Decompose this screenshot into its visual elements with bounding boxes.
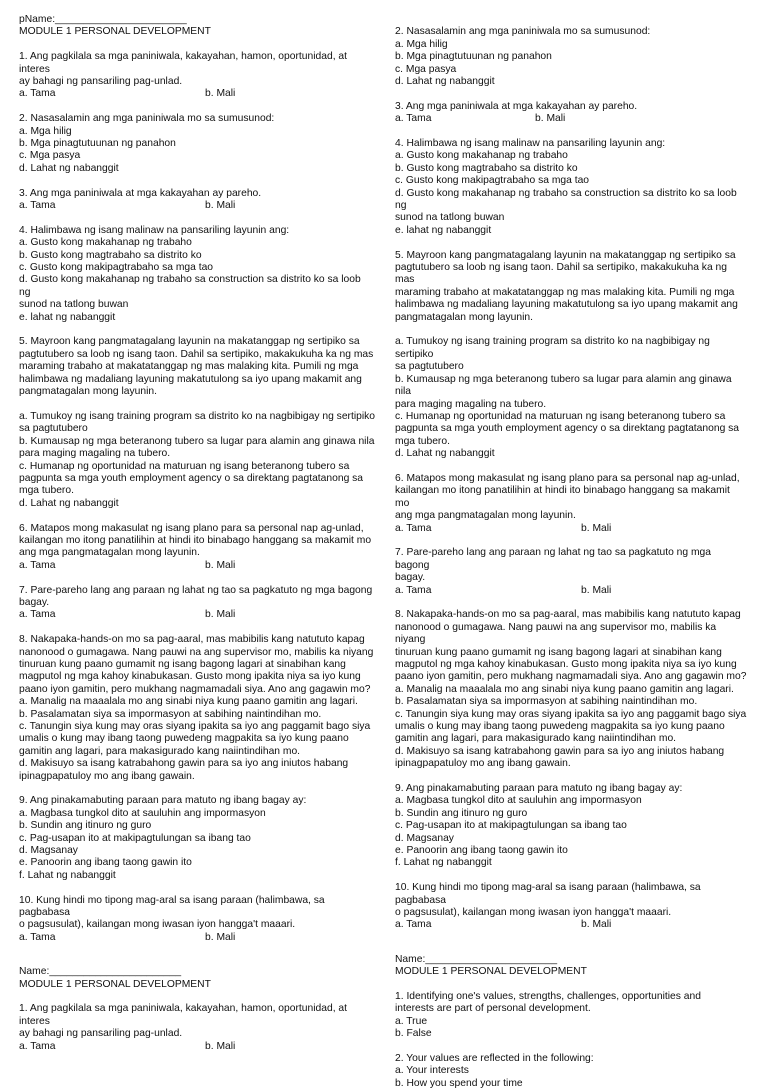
answer-a: a. Tama — [395, 522, 432, 534]
answer-b: b. Mali — [205, 559, 236, 571]
question-stem: ay bahagi ng pansariling pag-unlad. — [19, 76, 183, 88]
option: umalis o kung may ibang taong puwedeng magpakita sa iyo kung paano — [19, 733, 349, 745]
answer-b: b. Mali — [205, 1040, 236, 1052]
option: e. lahat ng nabanggit — [19, 311, 116, 323]
option: c. Mga pasya — [19, 150, 81, 162]
answer-b: b. Mali — [581, 919, 612, 931]
answer-row — [395, 113, 747, 125]
question-stem: 1. Ang pagkilala sa mga paniniwala, kakayahan, hamon, oportunidad, at interes — [19, 51, 348, 75]
answer-row — [395, 523, 747, 535]
question-stem: 5. Mayroon kang pangmatagalang layunin na makatanggap ng sertipiko sa — [395, 249, 736, 261]
option: a. Your interests — [395, 1065, 469, 1077]
question-stem: magputol ng mga kahoy kinabukasan. Gusto mong ipakita niya sa iyo kung — [395, 658, 737, 670]
name-line: pName:_______________________ — [19, 14, 187, 25]
option: d. Magsanay — [19, 845, 78, 856]
question-stem: paano iyon gamitin, pero mukhang nagmamadali siya. Ano ang gagawin mo? — [395, 671, 747, 683]
option: gamitin ang lagari, para makasigurado kang naiintindihan mo. — [395, 733, 677, 745]
option: a. Manalig na maaalala mo ang sinabi niya kung paano gamitin ang lagari. — [19, 696, 358, 708]
question-stem: 4. Halimbawa ng isang malinaw na pansariling layunin ang: — [395, 138, 666, 149]
english-question-2 — [395, 1053, 747, 1090]
option: para maging magaling na tubero. — [19, 448, 171, 460]
option: b. Sundin ang itinuro ng guro — [19, 820, 152, 832]
question-stem: 3. Ang mga paniniwala at mga kakayahan ay pareho. — [395, 100, 638, 112]
option: b. Pasalamatan siya sa impormasyon at sabihing naintindihan mo. — [395, 696, 698, 708]
option: d. Makisuyo sa isang katrabahong gawin para sa iyo ang iniutos habang — [395, 745, 725, 757]
option: pagpunta sa mga youth employment agency o sa direktang pagtatanong sa — [395, 423, 740, 435]
option: b. Kumausap ng mga beteranong tubero sa lugar para alamin ang ginawa nila — [19, 435, 375, 447]
question-stem: 9. Ang pinakamabuting paraan para matuto ng ibang bagay ay: — [19, 795, 307, 807]
question-stem: kailangan mo itong panatilihin at hindi ito binabago hanggang sa makamit mo — [19, 534, 372, 546]
option: sa pagtutubero — [19, 423, 88, 435]
question-4 — [19, 225, 375, 324]
answer-row — [395, 919, 747, 931]
question-stem: paano iyon gamitin, pero mukhang nagmamadali siya. Ano ang gagawin mo? — [19, 683, 371, 695]
answer-a: a. Tama — [19, 88, 56, 100]
option: a. Mga hilig — [395, 38, 448, 50]
answer-a: a. Tama — [395, 919, 432, 931]
question-stem: 8. Nakapaka-hands-on mo sa pag-aaral, mas mabibilis kang natututo kapag — [19, 634, 365, 646]
module-title: MODULE 1 PERSONAL DEVELOPMENT — [19, 26, 211, 38]
answer-row — [19, 560, 375, 572]
answer-a: a. Tama — [19, 1040, 56, 1052]
name-line: Name:_______________________ — [19, 966, 182, 978]
question-stem: 10. Kung hindi mo tipong mag-aral sa isang paraan (halimbawa, sa pagbabasa — [395, 882, 701, 906]
question-stem: bagay. — [395, 572, 426, 584]
option: c. Gusto kong makipagtrabaho sa mga tao — [19, 262, 214, 274]
option: c. Pag-usapan ito at makipagtulungan sa ibang tao — [395, 820, 627, 832]
option: a. Gusto kong makahanap ng trabaho — [19, 237, 192, 249]
option: pagpunta sa mga youth employment agency o sa direktang pagtatanong sa — [19, 472, 364, 484]
option: para maging magaling na tubero. — [395, 398, 547, 410]
option: a. True — [395, 1015, 428, 1027]
question-7 — [395, 547, 747, 597]
question-stem: 7. Pare-pareho lang ang paraan ng lahat ng tao sa pagkatuto ng mga bagong — [19, 584, 373, 596]
question-stem: 8. Nakapaka-hands-on mo sa pag-aaral, mas mabibilis kang natututo kapag — [395, 609, 741, 621]
question-stem: tinuruan kung paano gumamit ng isang bagong lagari at sinabihan kang — [395, 646, 722, 658]
option: d. Lahat ng nabanggit — [19, 162, 119, 174]
question-stem: 6. Matapos mong makasulat ng isang plano para sa personal nap ag-unlad, — [19, 522, 364, 534]
question-stem: magputol ng mga kahoy kinabukasan. Gusto mong ipakita niya sa iyo kung — [19, 671, 361, 683]
question-stem: nanonood o gumagawa. Nang pauwi na ang supervisor mo, mabilis ka niyang — [395, 621, 717, 646]
question-stem: nanonood o gumagawa. Nang pauwi na ang supervisor mo, mabilis ka niyang — [19, 646, 374, 658]
option: mga tubero. — [19, 485, 74, 497]
option: a. Mga hilig — [19, 125, 72, 137]
option: d. Lahat ng nabanggit — [395, 76, 495, 88]
answer-b: b. Mali — [205, 200, 236, 212]
question-stem: pangmatagalan mong layunin. — [395, 311, 533, 323]
question-stem: 2. Nasasalamin ang mga paniniwala mo sa sumusunod: — [19, 113, 275, 125]
question-3 — [395, 101, 747, 126]
option: c. Pag-usapan ito at makipagtulungan sa ibang tao — [19, 832, 251, 844]
answer-row — [19, 609, 375, 621]
question-stem: tinuruan kung paano gumamit ng isang bagong lagari at sinabihan kang — [19, 658, 346, 670]
question-stem: 7. Pare-pareho lang ang paraan ng lahat ng tao sa pagkatuto ng mga bagong — [395, 547, 712, 571]
option: b. How you spend your time — [395, 1077, 523, 1089]
option: b. Sundin ang itinuro ng guro — [395, 807, 528, 819]
answer-row — [19, 932, 375, 944]
question-stem: pangmatagalan mong layunin. — [19, 386, 157, 398]
question-2 — [19, 113, 375, 175]
question-9 — [19, 795, 375, 882]
option: e. Panoorin ang ibang taong gawin ito — [19, 857, 192, 869]
option: c. Mga pasya — [395, 63, 457, 75]
option: a. Tumukoy ng isang training program sa distrito ko na nagbibigay ng sertipiko — [19, 410, 376, 422]
answer-a: a. Tama — [395, 113, 432, 125]
question-stem: pagtutubero sa loob ng isang taon. Dahil sa sertipiko, makakukuha ka ng mas — [395, 262, 727, 286]
answer-b: b. Mali — [581, 522, 612, 534]
question-stem: 2. Nasasalamin ang mga paniniwala mo sa sumusunod: — [395, 26, 651, 38]
answer-b: b. Mali — [205, 609, 236, 621]
question-4 — [395, 138, 747, 237]
option: d. Gusto kong makahanap ng trabaho sa construction sa distrito ko sa loob ng — [19, 274, 361, 298]
question-stem: interests are part of personal development. — [395, 1003, 591, 1015]
option: b. Mga pinagtutuunan ng panahon — [19, 138, 176, 150]
option: a. Magbasa tungkol dito at sauluhin ang impormasyon — [395, 795, 642, 807]
question-stem: o pagsusulat), kailangan mong iwasan iyon hangga't maaari. — [19, 919, 296, 931]
question-8 — [395, 609, 747, 770]
question-stem: halimbawa ng madaliang layuning makatutulong sa iyo upang makamit ang — [19, 373, 362, 385]
question-stem: pagtutubero sa loob ng isang taon. Dahil sa sertipiko, makakukuha ka ng mas — [19, 348, 374, 360]
option: sunod na tatlong buwan — [19, 299, 129, 311]
question-stem: maraming trabaho at makatatanggap ng mas malaking kita. Pumili ng mga — [395, 286, 735, 298]
question-7 — [19, 585, 375, 622]
question-3 — [19, 188, 375, 213]
option: a. Manalig na maaalala mo ang sinabi niya kung paano gamitin ang lagari. — [395, 683, 734, 695]
question-stem: 6. Matapos mong makasulat ng isang plano para sa personal nap ag-unlad, — [395, 472, 740, 484]
option: a. Tumukoy ng isang training program sa distrito ko na nagbibigay ng sertipiko — [395, 336, 710, 360]
answer-a: a. Tama — [19, 609, 56, 621]
question-stem: 1. Identifying one's values, strengths, challenges, opportunities and — [395, 991, 701, 1003]
option: e. Panoorin ang ibang taong gawin ito — [395, 845, 568, 857]
answer-a: a. Tama — [19, 200, 56, 212]
option: b. False — [395, 1028, 432, 1040]
answer-row — [19, 200, 375, 212]
option: c. Humanap ng oportunidad na maturuan ng isang beteranong tubero sa — [395, 410, 726, 422]
answer-row — [19, 88, 375, 100]
question-6 — [19, 523, 375, 573]
name-line: Name:_______________________ — [395, 953, 558, 965]
question-stem: o pagsusulat), kailangan mong iwasan iyon hangga't maaari. — [395, 907, 672, 919]
option: c. Humanap ng oportunidad na maturuan ng isang beteranong tubero sa — [19, 460, 350, 472]
option: b. Gusto kong magtrabaho sa distrito ko — [19, 249, 202, 261]
question-stem: ang mga pangmatagalan mong layunin. — [19, 547, 200, 559]
option: b. Kumausap ng mga beteranong tubero sa lugar para alamin ang ginawa nila — [395, 373, 732, 398]
module-title: MODULE 1 PERSONAL DEVELOPMENT — [19, 978, 211, 990]
question-stem: bagay. — [19, 596, 50, 608]
right-column — [395, 14, 747, 1090]
question-5 — [395, 250, 747, 461]
question-stem: maraming trabaho at makatatanggap ng mas malaking kita. Pumili ng mga — [19, 361, 359, 373]
question-stem: kailangan mo itong panatilihin at hindi ito binabago hanggang sa makamit mo — [395, 485, 730, 509]
question-1 — [19, 51, 375, 101]
answer-a: a. Tama — [19, 559, 56, 571]
question-2 — [395, 26, 747, 88]
question-5 — [19, 336, 375, 510]
question-stem: 4. Halimbawa ng isang malinaw na pansariling layunin ang: — [19, 224, 290, 236]
question-stem: 2. Your values are reflected in the following: — [395, 1053, 594, 1065]
question-8 — [19, 634, 375, 783]
answer-b: b. Mali — [205, 88, 236, 100]
option: b. Mga pinagtutuunan ng panahon — [395, 51, 552, 63]
option: f. Lahat ng nabanggit — [395, 857, 492, 869]
answer-b: b. Mali — [581, 584, 612, 596]
question-stem: 5. Mayroon kang pangmatagalang layunin na makatanggap ng sertipiko sa — [19, 336, 360, 348]
option: ipinagpapatuloy mo ang ibang gawain. — [19, 770, 195, 782]
question-stem: 10. Kung hindi mo tipong mag-aral sa isang paraan (halimbawa, sa pagbabasa — [19, 894, 325, 919]
module-title: MODULE 1 PERSONAL DEVELOPMENT — [395, 966, 587, 978]
option: d. Magsanay — [395, 832, 454, 844]
question-stem: ang mga pangmatagalan mong layunin. — [395, 510, 576, 522]
option: sunod na tatlong buwan — [395, 212, 505, 224]
option: c. Tanungin siya kung may oras siyang ipakita sa iyo ang paggamit bago siya — [395, 708, 747, 720]
option: d. Gusto kong makahanap ng trabaho sa construction sa distrito ko sa loob ng — [395, 187, 737, 212]
answer-a: a. Tama — [19, 931, 56, 943]
question-stem: ay bahagi ng pansariling pag-unlad. — [19, 1028, 183, 1040]
option: d. Lahat ng nabanggit — [19, 497, 119, 509]
answer-b: b. Mali — [205, 931, 236, 943]
option: mga tubero. — [395, 435, 450, 447]
question-10 — [19, 895, 375, 945]
option: umalis o kung may ibang taong puwedeng magpakita sa iyo kung paano — [395, 720, 725, 732]
option: a. Magbasa tungkol dito at sauluhin ang impormasyon — [19, 807, 266, 819]
option: f. Lahat ng nabanggit — [19, 869, 116, 881]
question-stem: 9. Ang pinakamabuting paraan para matuto ng ibang bagay ay: — [395, 783, 683, 794]
answer-a: a. Tama — [395, 584, 432, 596]
question-1-repeat — [19, 1003, 375, 1053]
option: ipinagpapatuloy mo ang ibang gawain. — [395, 758, 571, 770]
answer-row — [395, 585, 747, 597]
option: e. lahat ng nabanggit — [395, 224, 492, 236]
question-stem: 3. Ang mga paniniwala at mga kakayahan ay pareho. — [19, 187, 262, 199]
option: a. Gusto kong makahanap ng trabaho — [395, 150, 568, 162]
option: d. Makisuyo sa isang katrabahong gawin para sa iyo ang iniutos habang — [19, 758, 349, 770]
option: c. Tanungin siya kung may oras siyang ipakita sa iyo ang paggamit bago siya — [19, 720, 371, 732]
option: gamitin ang lagari, para makasigurado kang naiintindihan mo. — [19, 745, 301, 757]
option: c. Gusto kong makipagtrabaho sa mga tao — [395, 175, 590, 187]
answer-row — [19, 1041, 375, 1053]
answer-b: b. Mali — [535, 113, 566, 125]
question-stem: 1. Ang pagkilala sa mga paniniwala, kakayahan, hamon, oportunidad, at interes — [19, 1003, 348, 1027]
question-10 — [395, 882, 747, 932]
option: d. Lahat ng nabanggit — [395, 448, 495, 460]
option: sa pagtutubero — [395, 361, 464, 373]
question-9 — [395, 783, 747, 870]
question-6 — [395, 473, 747, 535]
left-column — [19, 14, 375, 1053]
question-stem: halimbawa ng madaliang layuning makatutulong sa iyo upang makamit ang — [395, 299, 738, 311]
english-question-1 — [395, 991, 747, 1041]
option: b. Gusto kong magtrabaho sa distrito ko — [395, 162, 578, 174]
option: b. Pasalamatan siya sa impormasyon at sabihing naintindihan mo. — [19, 708, 322, 720]
